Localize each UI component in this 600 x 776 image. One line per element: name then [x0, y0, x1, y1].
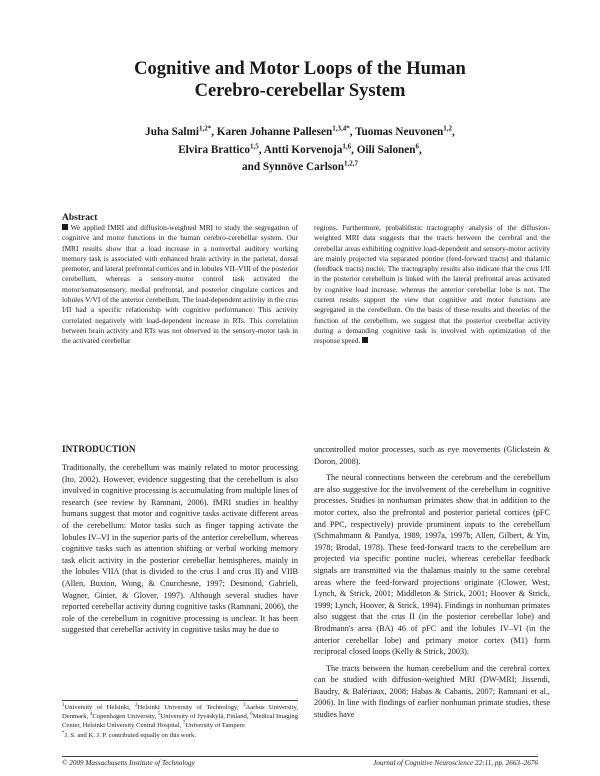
footnote-marker: 1 — [62, 702, 65, 708]
author-affiliation: 1,5 — [250, 141, 259, 150]
affiliation: University of Helsinki, — [64, 704, 136, 711]
author-name: Tuomas Neuvonen — [355, 126, 444, 138]
affiliation: Helsinki University of Technology, — [137, 704, 243, 711]
footnote-divider — [62, 700, 298, 701]
author-name: Juha Salmi — [145, 126, 199, 138]
author-conjunction: and — [242, 161, 263, 173]
copyright-line: © 2009 Massachusetts Institute of Technology — [62, 759, 195, 767]
affiliation: University of Jyväskylä, Finland, — [160, 713, 251, 721]
author-affiliation: 6 — [415, 141, 419, 150]
abstract-column-left — [62, 223, 298, 347]
author-name: Oili Salonen — [356, 143, 416, 156]
affiliation: Medical Imaging Center, Helsinki University Central Hospital, — [62, 713, 299, 730]
author-affiliation: 1,2* — [198, 124, 212, 133]
equal-contribution-note: J. S. and K. J. P. contributed equally on this work. — [64, 731, 197, 739]
affiliations-footnote — [62, 703, 298, 740]
introduction-heading: INTRODUCTION — [62, 444, 136, 454]
footnote-marker: 4 — [89, 712, 93, 718]
body-column-left — [62, 462, 298, 636]
abstract-start-marker — [62, 224, 68, 230]
paragraph: The neural connections between the cerebrum and the cerebellum are also suggestive for the involvement of the cerebellum in cognitive processes. Studies in nonhuman primates show that in addition to the motor cortex, also the prefrontal and posterior parietal cortices (pFC and PPC, respectively) provide prominent inputs to the cerebellum (Schmahmann & Pandya, 1989, 1997a, 1997b; Allen, Gilbert, & Yin, 1978; Brodal, 1978). These feed-forward tracts to the cerebellum are projected via specific pontine nuclei, whereas cerebellar feedback signals are transmitted via the thalamus mainly to the same cerebral areas where the feed-forward projections originate (Clower, West, Lynch, & Strick, 2001; Middleton & Strick, 2001; Hoover & Strick, 1999; Lynch, Hoover, & Strick, 1994). Findings in nonhuman primates also suggest that the crus II (in the posterior cerebellar lobe) and Brodmann's area (BA) 46 of pFC and the lobules IV–VI (in the anterior cerebellar lobe) and primary motor cortex (M1) form reciprocal closed loops (Kelly & Strick, 2003). — [314, 473, 550, 657]
paragraph: Traditionally, the cerebellum was mainly related to motor processing (Ito, 2002). However, evidence suggesting that the cerebellum is also involved in cognitive processing is accumulating from multiple lines of research (see review by Ramnani, 2006). fMRI studies in healthy humans suggest that motor and cognitive tasks activate different areas of the cerebellum: Motor tasks such as finger tapping activate the lobules IV–VI in the superior parts of the anterior cerebellum, whereas cognitive tasks such as attention shifting or verbal working memory task elicit activity in the posterior cerebellar hemispheres, mainly in the lobules VIIA (that is divided to the crus I and crus II) and VIIB (Allen, Buxton, Wong, & Courchesne, 1997; Desmond, Gabrieli, Wagner, Ginier, & Glover, 1997). Although several studies have reported cerebellar activity during cognitive tasks (Ramnani, 2006), the role of the cerebellum in cognitive processing is unclear. It has been suggested that cerebellar activity in cognitive tasks may be due to — [62, 463, 298, 635]
affiliation: Copenhagen University, — [92, 713, 158, 721]
footnote-marker: 2 — [135, 702, 138, 708]
abstract-text-left: We applied fMRI and diffusion-weighted MRI to study the segregation of cognitive and motor functions in the human cerebro-cerebellar system. Our fMRI results show that a load increase in a nonverbal auditory working memory task is associated with enhanced brain activity in the parietal, dorsal premotor, and lateral prefrontal cortices and in lobules VII–VIII of the posterior cerebellum, whereas a sensory-motor control task activated the motor/somatosensory, medial prefrontal, and posterior cingulate cortices and lobules V/VI of the anterior cerebellum. The load-dependent activity in the crus I/II had a specific relationship with cognitive performance: This activity correlated negatively with load-dependent increase in RTs. This correlation between brain activity and RTs was not observed in the sensory-motor task in the activated cerebellar — [62, 223, 299, 346]
paragraph: uncontrolled motor processes, such as eye movements (Glickstein & Doron, 2008). — [314, 445, 550, 466]
footnote-marker: 7 — [182, 721, 186, 727]
author-affiliation: 1,2,7 — [343, 159, 358, 168]
author-list: Juha Salmi$^{1,2*}$, Karen Johanne Pallesen$^{1,3,4*}$, Tuomas Neuvonen$^{1,2}$, Elvira Brattico$^{1,5}$, Antti Korvenoja$^{1,6}$, Oili Salonen$^6$, and Synnöve Carlson$^{1,2,7}$ — [145, 124, 455, 173]
abstract-end-marker — [362, 337, 368, 343]
body-column-right — [314, 444, 550, 721]
footnote-marker: 5 — [157, 712, 161, 718]
abstract-column-right — [314, 223, 550, 347]
affiliation: University of Tampere — [185, 722, 245, 730]
abstract-text-right: regions. Furthermore, probabilistic tractography analysis of the diffusion-weighted MRI data suggests that the tracts between the cerebral and the cerebellar areas exhibiting cognitive load-dependent and sensory-motor activity are mainly projected via separated pontine (feed-forward tracts) and thalamic (feedback tracts) nuclei. The tractography results also indicate that the crus I/II in the posterior cerebellum is linked with the lateral prefrontal areas activated by cognitive load increase, whereas the anterior cerebellar lobe is not. The current results support the view that cognitive and motor functions are segregated in the cerebellum. On the basis of these results and theories of the function of the cerebellum, we suggest that the posterior cerebellar activity during a demanding cognitive task is involved with optimization of the response speed. — [314, 223, 550, 346]
footnote-marker: 3 — [242, 702, 246, 708]
footer-divider — [62, 756, 538, 757]
journal-citation: Journal of Cognitive Neuroscience 22:11, pp. 2663–2676 — [373, 759, 538, 767]
paper-title — [60, 58, 540, 102]
author-affiliation: 1,3,4* — [332, 124, 350, 133]
abstract-heading: Abstract — [62, 213, 98, 223]
author-name: Elvira Brattico — [178, 143, 250, 156]
author-affiliation: 1,2 — [443, 124, 453, 133]
title-line-1: Cognitive and Motor Loops of the Human — [134, 59, 466, 79]
author-name: Antti Korvenoja — [263, 143, 343, 156]
footnote-marker: 6 — [250, 712, 253, 718]
author-name: Karen Johanne Pallesen — [216, 126, 333, 138]
affiliation: Aarhus University, Denmark, — [62, 704, 298, 721]
paragraph: The tracts between the human cerebellum and the cerebral cortex can be studied with diffusion-weighted MRI (DW-MRI; Jissendi, Baudry, & Balériaux, 2008; Habas & Cabanis, 2007; Ramnani et al., 2006). In line with findings of earlier nonhuman primate studies, these studies have — [314, 663, 550, 720]
title-line-2: Cerebro-cerebellar System — [194, 81, 406, 101]
footnote-marker: * — [62, 730, 65, 736]
author-affiliation: 1,6 — [342, 141, 352, 150]
author-name: Synnöve Carlson — [262, 161, 344, 173]
